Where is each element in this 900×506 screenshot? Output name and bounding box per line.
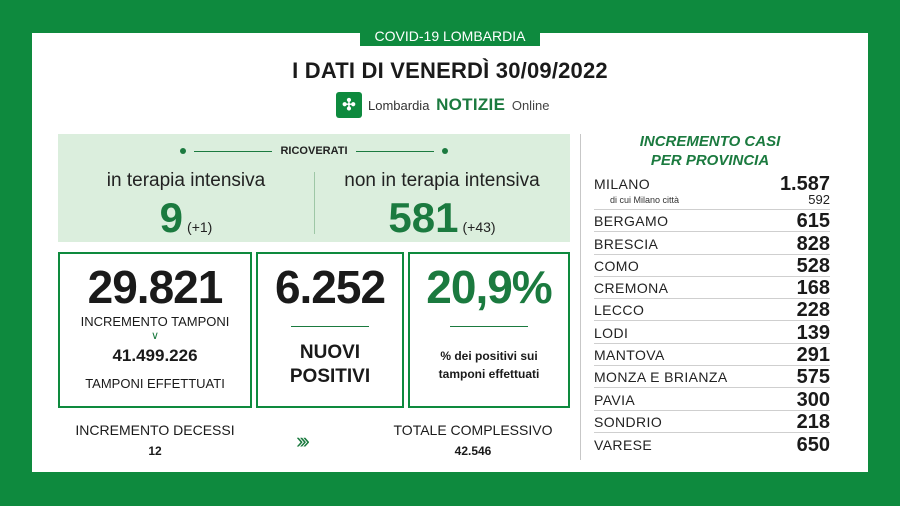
- province-title-line1: INCREMENTO CASI: [639, 133, 781, 150]
- list-item-milano: [594, 172, 830, 210]
- tamponi-increment-label: INCREMENTO TAMPONI: [80, 314, 230, 329]
- positivi-value: 6.252: [274, 261, 386, 313]
- province-value: 1.587: [779, 173, 830, 195]
- intensiva-value-row: [58, 194, 314, 247]
- list-item: [594, 277, 830, 299]
- positivi-label: [258, 341, 402, 389]
- province-name: LECCO: [594, 302, 645, 319]
- list-item: [594, 299, 830, 321]
- province-value: 218: [796, 410, 830, 433]
- decessi-increment-value: 12: [148, 444, 162, 458]
- intensiva-column: [58, 170, 314, 247]
- tamponi-total-value: 41.499.226: [112, 346, 198, 365]
- divider: [194, 151, 272, 152]
- list-item: [594, 366, 830, 388]
- decessi-total-value: 42.546: [454, 444, 492, 458]
- logo: [336, 92, 549, 118]
- percentuale-label-line1: % dei positivi sui: [440, 349, 538, 363]
- province-value: 528: [796, 254, 830, 277]
- lombardia-cross-icon: ✣: [336, 92, 362, 118]
- logo-prefix: Lombardia: [368, 98, 430, 113]
- province-name: BERGAMO: [594, 213, 669, 230]
- logo-main: NOTIZIE: [436, 95, 506, 114]
- non-intensiva-value: 581: [388, 194, 459, 241]
- province-value: 650: [796, 434, 830, 457]
- province-name: CREMONA: [594, 280, 669, 297]
- province-value: 291: [796, 344, 830, 367]
- province-value: 139: [796, 321, 830, 344]
- ricoverati-heading: RICOVERATI: [280, 145, 348, 157]
- province-value: 228: [796, 299, 830, 322]
- milano-city-label: di cui Milano città: [610, 195, 680, 205]
- tamponi-box: [58, 252, 252, 408]
- non-intensiva-label: non in terapia intensiva: [344, 170, 540, 191]
- percentuale-value: 20,9%: [426, 261, 552, 313]
- non-intensiva-column: [314, 170, 570, 247]
- province-list: [594, 172, 830, 455]
- ricoverati-heading-row: [58, 145, 570, 157]
- header-tab: COVID-19 LOMBARDIA: [360, 26, 540, 46]
- ricoverati-panel: [58, 134, 570, 242]
- list-item: [594, 321, 830, 343]
- province-value: 168: [796, 277, 830, 300]
- divider: [291, 326, 369, 327]
- list-item: [594, 433, 830, 455]
- milano-city-value: 592: [808, 192, 830, 207]
- intensiva-label: in terapia intensiva: [106, 170, 266, 191]
- logo-text: [368, 95, 549, 115]
- list-item: [594, 210, 830, 232]
- intensiva-delta: (+1): [187, 219, 213, 235]
- province-title: [592, 132, 828, 170]
- non-intensiva-value-row: [314, 194, 570, 247]
- triple-chevron-right-icon: ›››: [296, 428, 306, 453]
- list-item: [594, 411, 830, 433]
- province-title-line2: PER PROVINCIA: [650, 152, 770, 169]
- province-value: 300: [796, 388, 830, 411]
- decessi-total-label: TOTALE COMPLESSIVO: [393, 422, 553, 438]
- province-name: PAVIA: [594, 391, 636, 408]
- province-value: 615: [796, 210, 830, 233]
- dot-icon: [180, 148, 186, 154]
- province-name: MANTOVA: [594, 347, 665, 364]
- intensiva-value: 9: [159, 194, 184, 241]
- chevron-down-icon: ∨: [150, 330, 160, 342]
- divider: [450, 326, 528, 327]
- province-name: BRESCIA: [594, 235, 659, 252]
- province-name: MILANO: [594, 176, 651, 192]
- tamponi-increment-value: 29.821: [87, 261, 223, 313]
- list-item: [594, 255, 830, 277]
- percentuale-box: [408, 252, 570, 408]
- list-item: [594, 232, 830, 254]
- province-value: 575: [796, 366, 830, 389]
- province-name: VARESE: [594, 437, 653, 454]
- province-name: LODI: [594, 324, 629, 341]
- province-name: MONZA E BRIANZA: [594, 369, 728, 386]
- positivi-label-line1: NUOVI: [299, 342, 361, 363]
- non-intensiva-delta: (+43): [462, 219, 496, 235]
- divider: [356, 151, 434, 152]
- dot-icon: [442, 148, 448, 154]
- decessi-increment-label: INCREMENTO DECESSI: [75, 422, 235, 438]
- list-item: [594, 344, 830, 366]
- province-name: COMO: [594, 257, 640, 274]
- page-title: I DATI DI VENERDÌ 30/09/2022: [292, 58, 608, 83]
- percentuale-label-line2: tamponi effettuati: [438, 367, 540, 381]
- province-value: 828: [796, 232, 830, 255]
- province-name: SONDRIO: [594, 413, 663, 430]
- list-item: [594, 388, 830, 410]
- logo-suffix: Online: [511, 98, 550, 113]
- vertical-divider: [580, 134, 581, 460]
- positivi-label-line2: POSITIVI: [289, 366, 371, 387]
- percentuale-label: [410, 347, 568, 383]
- tamponi-total-label: TAMPONI EFFETTUATI: [85, 376, 225, 391]
- positivi-box: [256, 252, 404, 408]
